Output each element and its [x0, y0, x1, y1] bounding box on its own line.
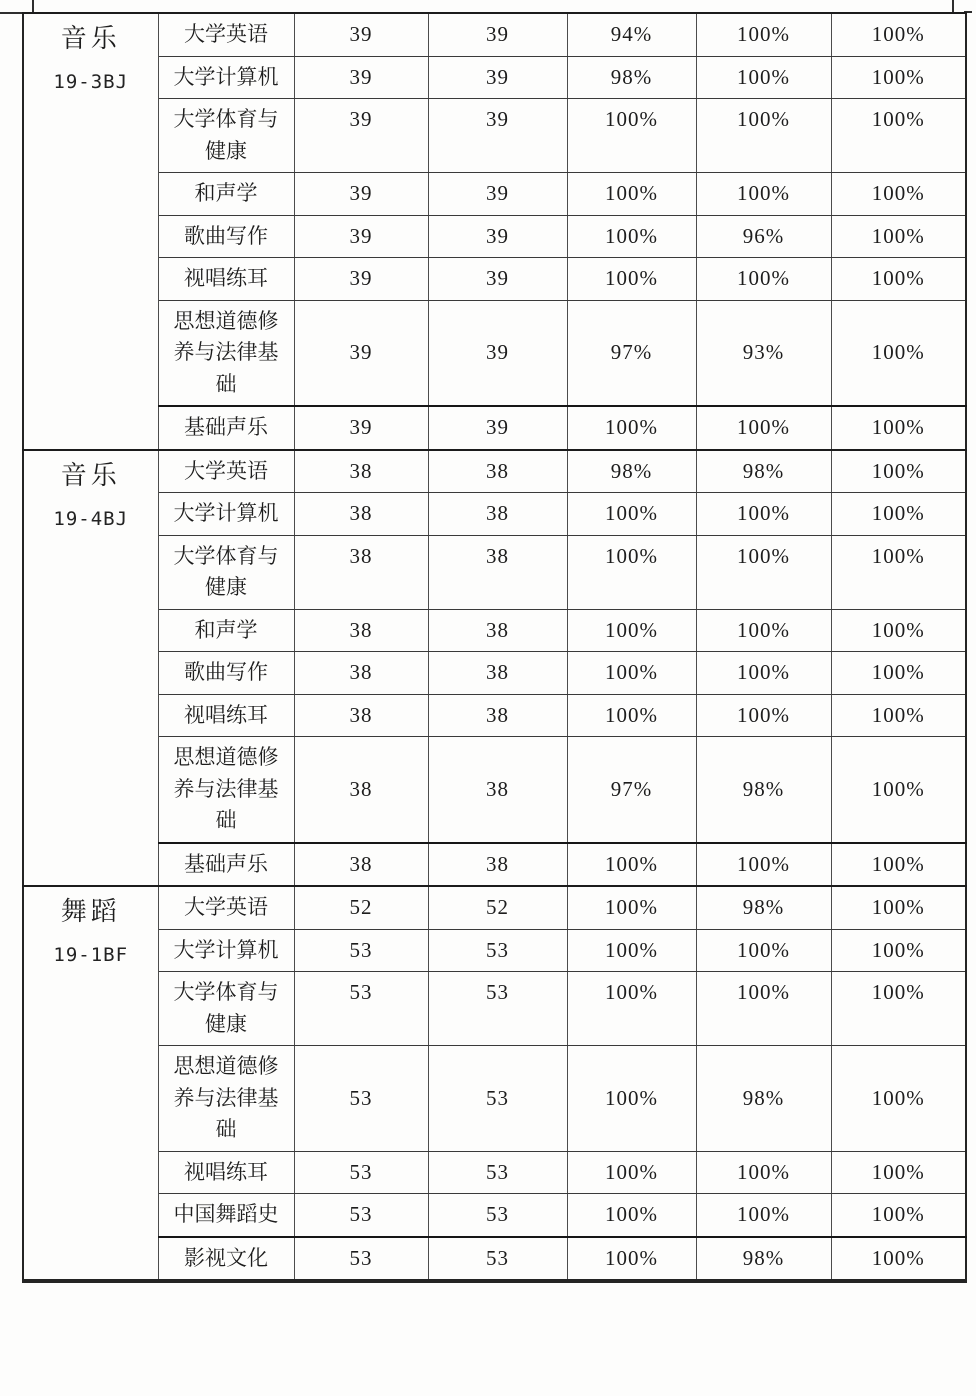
student-count-cell: 53	[294, 1194, 428, 1237]
course-name-cell: 大学体育与健康	[158, 972, 294, 1046]
course-name-cell: 影视文化	[158, 1237, 294, 1282]
scan-artifact-line	[0, 12, 24, 14]
table-row	[23, 56, 966, 99]
student-count-cell: 38	[428, 493, 567, 536]
class-group-name: 音乐	[60, 460, 121, 490]
table-row	[23, 737, 966, 843]
course-name-cell: 中国舞蹈史	[158, 1194, 294, 1237]
percentage-cell: 100%	[831, 609, 966, 652]
percentage-cell: 100%	[831, 173, 966, 216]
course-name-cell: 视唱练耳	[158, 1151, 294, 1194]
student-count-cell: 38	[294, 737, 428, 843]
table-row	[23, 300, 966, 406]
percentage-cell: 100%	[831, 929, 966, 972]
table-row	[23, 406, 966, 450]
course-name-cell: 思想道德修养与法律基础	[158, 737, 294, 843]
percentage-cell: 100%	[831, 13, 966, 56]
student-count-cell: 38	[294, 535, 428, 609]
table-row	[23, 1237, 966, 1282]
percentage-cell: 98%	[696, 886, 831, 929]
percentage-cell: 100%	[831, 1151, 966, 1194]
percentage-cell: 97%	[567, 300, 696, 406]
percentage-cell: 100%	[696, 535, 831, 609]
percentage-cell: 100%	[567, 652, 696, 695]
percentage-cell: 100%	[696, 694, 831, 737]
course-name-cell: 大学英语	[158, 886, 294, 929]
percentage-cell: 100%	[831, 406, 966, 450]
percentage-cell: 100%	[696, 13, 831, 56]
student-count-cell: 39	[428, 258, 567, 301]
student-count-cell: 53	[294, 929, 428, 972]
student-count-cell: 38	[428, 737, 567, 843]
course-name-cell: 大学计算机	[158, 56, 294, 99]
student-count-cell: 39	[294, 406, 428, 450]
class-group-code: 19-3BJ	[53, 71, 129, 93]
table-row	[23, 450, 966, 493]
percentage-cell: 97%	[567, 737, 696, 843]
percentage-cell: 100%	[831, 843, 966, 887]
percentage-cell: 100%	[567, 929, 696, 972]
course-name-cell: 思想道德修养与法律基础	[158, 300, 294, 406]
percentage-cell: 100%	[567, 886, 696, 929]
table-row	[23, 493, 966, 536]
table-row	[23, 929, 966, 972]
table-row	[23, 215, 966, 258]
student-count-cell: 38	[428, 694, 567, 737]
student-count-cell: 53	[294, 1237, 428, 1282]
percentage-cell: 98%	[567, 56, 696, 99]
course-name-cell: 基础声乐	[158, 406, 294, 450]
percentage-cell: 96%	[696, 215, 831, 258]
percentage-cell: 100%	[567, 1151, 696, 1194]
course-name-cell: 大学英语	[158, 450, 294, 493]
student-count-cell: 39	[428, 406, 567, 450]
table-row	[23, 972, 966, 1046]
class-group-cell	[23, 13, 158, 450]
student-count-cell: 39	[294, 173, 428, 216]
student-count-cell: 38	[428, 609, 567, 652]
student-count-cell: 53	[428, 929, 567, 972]
table-row	[23, 843, 966, 887]
table-row	[23, 1194, 966, 1237]
percentage-cell: 100%	[831, 99, 966, 173]
table-row	[23, 652, 966, 695]
percentage-cell: 98%	[696, 1237, 831, 1282]
table-row	[23, 99, 966, 173]
table-row	[23, 1151, 966, 1194]
percentage-cell: 100%	[567, 972, 696, 1046]
course-statistics-table	[22, 12, 967, 1283]
student-count-cell: 53	[428, 1151, 567, 1194]
student-count-cell: 38	[294, 843, 428, 887]
table-row	[23, 1046, 966, 1152]
class-group-cell	[23, 886, 158, 1281]
student-count-cell: 52	[294, 886, 428, 929]
percentage-cell: 98%	[567, 450, 696, 493]
percentage-cell: 100%	[831, 652, 966, 695]
percentage-cell: 100%	[567, 493, 696, 536]
course-name-cell: 大学英语	[158, 13, 294, 56]
percentage-cell: 100%	[696, 258, 831, 301]
course-name-cell: 歌曲写作	[158, 215, 294, 258]
table-row	[23, 258, 966, 301]
percentage-cell: 100%	[696, 56, 831, 99]
percentage-cell: 98%	[696, 1046, 831, 1152]
course-name-cell: 大学计算机	[158, 493, 294, 536]
student-count-cell: 53	[428, 1046, 567, 1152]
student-count-cell: 39	[428, 99, 567, 173]
percentage-cell: 100%	[831, 535, 966, 609]
course-name-cell: 和声学	[158, 609, 294, 652]
student-count-cell: 38	[428, 843, 567, 887]
student-count-cell: 39	[428, 215, 567, 258]
percentage-cell: 100%	[831, 1237, 966, 1282]
percentage-cell: 100%	[831, 972, 966, 1046]
percentage-cell: 100%	[831, 886, 966, 929]
percentage-cell: 100%	[696, 1151, 831, 1194]
percentage-cell: 100%	[567, 215, 696, 258]
percentage-cell: 100%	[831, 450, 966, 493]
percentage-cell: 100%	[696, 99, 831, 173]
course-name-cell: 和声学	[158, 173, 294, 216]
course-name-cell: 视唱练耳	[158, 258, 294, 301]
student-count-cell: 39	[294, 99, 428, 173]
table-row	[23, 886, 966, 929]
student-count-cell: 53	[294, 1151, 428, 1194]
table-row	[23, 13, 966, 56]
student-count-cell: 39	[294, 300, 428, 406]
student-count-cell: 39	[428, 13, 567, 56]
student-count-cell: 53	[428, 1194, 567, 1237]
student-count-cell: 53	[428, 972, 567, 1046]
student-count-cell: 38	[428, 450, 567, 493]
student-count-cell: 38	[294, 609, 428, 652]
table-row	[23, 609, 966, 652]
student-count-cell: 39	[294, 13, 428, 56]
percentage-cell: 100%	[567, 609, 696, 652]
student-count-cell: 53	[428, 1237, 567, 1282]
student-count-cell: 38	[294, 450, 428, 493]
student-count-cell: 39	[428, 300, 567, 406]
percentage-cell: 100%	[567, 406, 696, 450]
student-count-cell: 38	[294, 694, 428, 737]
course-name-cell: 思想道德修养与法律基础	[158, 1046, 294, 1152]
percentage-cell: 100%	[831, 737, 966, 843]
percentage-cell: 98%	[696, 450, 831, 493]
percentage-cell: 100%	[567, 694, 696, 737]
percentage-cell: 100%	[696, 652, 831, 695]
percentage-cell: 100%	[696, 609, 831, 652]
student-count-cell: 39	[428, 56, 567, 99]
percentage-cell: 100%	[567, 99, 696, 173]
percentage-cell: 100%	[567, 1046, 696, 1152]
percentage-cell: 100%	[831, 300, 966, 406]
table-body	[23, 13, 966, 1281]
percentage-cell: 100%	[567, 1237, 696, 1282]
student-count-cell: 39	[294, 258, 428, 301]
student-count-cell: 39	[294, 56, 428, 99]
percentage-cell: 100%	[696, 1194, 831, 1237]
student-count-cell: 53	[294, 1046, 428, 1152]
percentage-cell: 93%	[696, 300, 831, 406]
class-group-code: 19-1BF	[53, 944, 129, 966]
percentage-cell: 100%	[567, 258, 696, 301]
percentage-cell: 100%	[696, 406, 831, 450]
percentage-cell: 98%	[696, 737, 831, 843]
student-count-cell: 53	[294, 972, 428, 1046]
student-count-cell: 38	[428, 535, 567, 609]
percentage-cell: 100%	[831, 1046, 966, 1152]
percentage-cell: 100%	[831, 493, 966, 536]
course-name-cell: 视唱练耳	[158, 694, 294, 737]
class-group-cell	[23, 450, 158, 887]
student-count-cell: 38	[294, 652, 428, 695]
percentage-cell: 94%	[567, 13, 696, 56]
percentage-cell: 100%	[696, 972, 831, 1046]
percentage-cell: 100%	[696, 173, 831, 216]
student-count-cell: 39	[294, 215, 428, 258]
percentage-cell: 100%	[831, 215, 966, 258]
percentage-cell: 100%	[567, 843, 696, 887]
course-name-cell: 大学体育与健康	[158, 535, 294, 609]
percentage-cell: 100%	[696, 493, 831, 536]
percentage-cell: 100%	[831, 1194, 966, 1237]
table-row	[23, 535, 966, 609]
table-row	[23, 694, 966, 737]
table-row	[23, 173, 966, 216]
class-group-name: 音乐	[60, 24, 121, 53]
course-name-cell: 歌曲写作	[158, 652, 294, 695]
class-group-name: 舞蹈	[60, 897, 121, 926]
student-count-cell: 38	[294, 493, 428, 536]
percentage-cell: 100%	[567, 1194, 696, 1237]
percentage-cell: 100%	[831, 258, 966, 301]
percentage-cell: 100%	[696, 843, 831, 887]
student-count-cell: 38	[428, 652, 567, 695]
course-name-cell: 大学体育与健康	[158, 99, 294, 173]
student-count-cell: 52	[428, 886, 567, 929]
percentage-cell: 100%	[831, 56, 966, 99]
percentage-cell: 100%	[567, 173, 696, 216]
percentage-cell: 100%	[567, 535, 696, 609]
percentage-cell: 100%	[831, 694, 966, 737]
course-name-cell: 大学计算机	[158, 929, 294, 972]
student-count-cell: 39	[428, 173, 567, 216]
percentage-cell: 100%	[696, 929, 831, 972]
class-group-code: 19-4BJ	[53, 507, 129, 530]
course-name-cell: 基础声乐	[158, 843, 294, 887]
